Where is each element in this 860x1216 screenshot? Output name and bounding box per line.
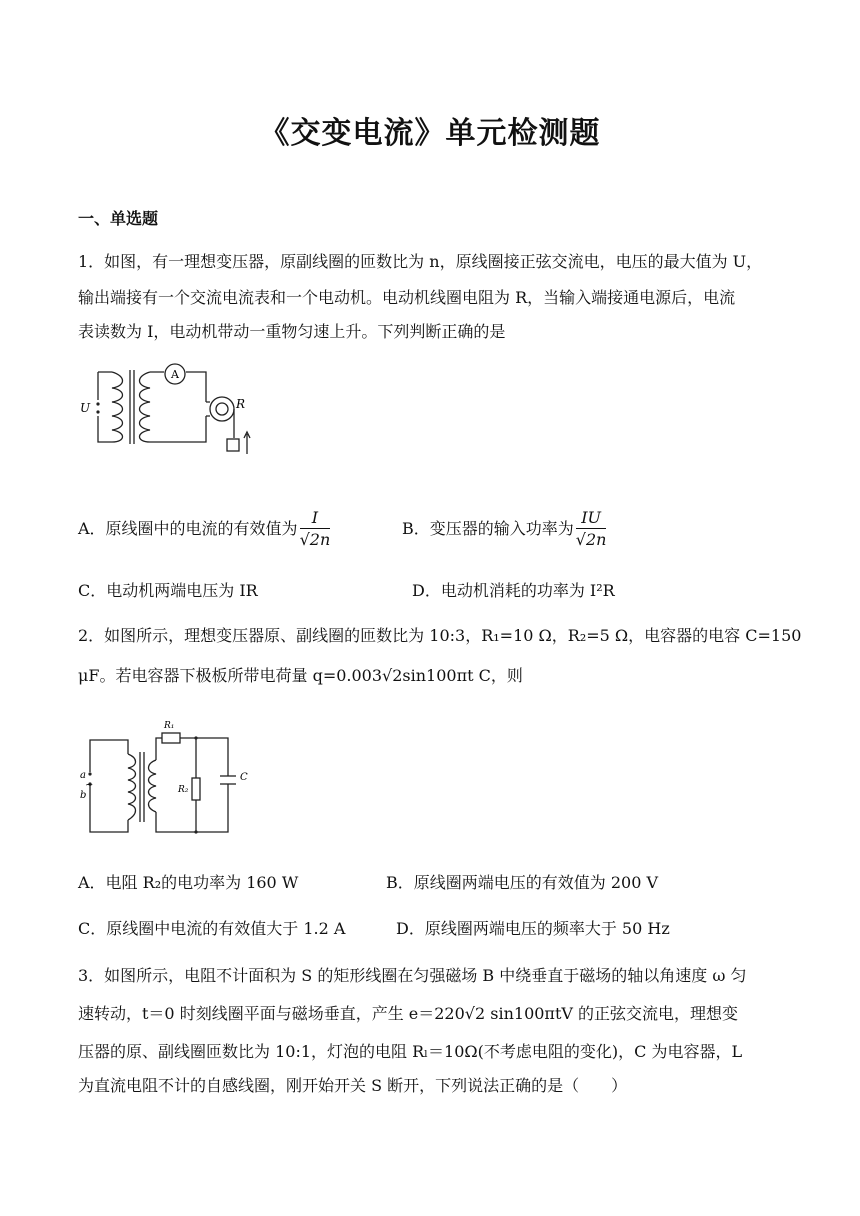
q1-option-d[interactable]: D．电动机消耗的功率为 I²R	[412, 581, 615, 600]
q1-option-b[interactable]	[402, 508, 606, 551]
q1-option-a-text: A．原线圈中的电流的有效值为	[78, 519, 298, 538]
q1-option-b-text: B．变压器的输入功率为	[402, 519, 574, 538]
q2-figure-label-r2: R₂	[178, 785, 189, 795]
q2-figure-label-r1: R₁	[164, 721, 175, 731]
q2-figure-label-b: b	[80, 790, 87, 801]
q2-option-c[interactable]: C．原线圈中电流的有效值大于 1.2 A	[78, 919, 346, 938]
q1-text-line-1: 1．如图，有一理想变压器，原副线圈的匝数比为 n，原线圈接正弦交流电，电压的最大值为 U，	[78, 252, 763, 271]
q1-text-line-2: 输出端接有一个交流电流表和一个电动机。电动机线圈电阻为 R，当输入端接通电源后，电流	[78, 288, 736, 307]
q3-text-line-4: 为直流电阻不计的自感线圈，刚开始开关 S 断开，下列说法正确的是（ ）	[78, 1076, 628, 1095]
q2-circuit-figure	[76, 716, 246, 838]
q1-text-line-3: 表读数为 I，电动机带动一重物匀速上升。下列判断正确的是	[78, 322, 506, 341]
q2-text-line-2: μF。若电容器下极板所带电荷量 q=0.003√2sin100πt C，则	[78, 666, 523, 685]
q1-option-c[interactable]: C．电动机两端电压为 IR	[78, 581, 258, 600]
q1-option-a[interactable]	[78, 508, 330, 551]
q2-figure-label-c: C	[240, 772, 248, 783]
q3-text-line-2: 速转动，t＝0 时刻线圈平面与磁场垂直，产生 e＝220√2 sin100πtV 的正弦交流电，理想变	[78, 1004, 739, 1023]
q3-text-line-1: 3．如图所示，电阻不计面积为 S 的矩形线圈在匀强磁场 B 中绕垂直于磁场的轴以角速度 ω 匀	[78, 966, 747, 985]
q1-figure-label-r: R	[236, 397, 246, 411]
q3-text-line-3: 压器的原、副线圈匝数比为 10:1，灯泡的电阻 Rₗ＝10Ω(不考虑电阻的变化)，C 为电容器，L	[78, 1042, 743, 1061]
q1-figure-label-u: U	[80, 401, 91, 415]
q2-option-a[interactable]: A．电阻 R₂的电功率为 160 W	[78, 873, 299, 892]
section-heading: 一、单选题	[78, 209, 159, 228]
q1-option-a-numerator: I	[300, 508, 331, 529]
q1-transformer-figure	[76, 364, 266, 464]
q2-option-b[interactable]: B．原线圈两端电压的有效值为 200 V	[386, 873, 659, 892]
q1-option-a-denominator: √2n	[299, 530, 331, 549]
page-title: 《交变电流》单元检测题	[259, 116, 601, 151]
q2-text-line-1: 2．如图所示，理想变压器原、副线圈的匝数比为 10:3，R₁=10 Ω，R₂=5 Ω，电容器的电容 C=150	[78, 626, 802, 645]
q1-option-a-fraction	[300, 508, 331, 551]
q1-option-b-numerator: IU	[576, 508, 607, 529]
q1-figure-label-ammeter: A	[171, 368, 179, 381]
q2-option-d[interactable]: D．原线圈两端电压的频率大于 50 Hz	[396, 919, 670, 938]
q2-figure-ac-symbol: ~	[85, 780, 94, 791]
q1-option-b-denominator: √2n	[575, 530, 607, 549]
q1-option-b-fraction	[576, 508, 607, 551]
q2-figure-label-a: a	[80, 770, 86, 781]
